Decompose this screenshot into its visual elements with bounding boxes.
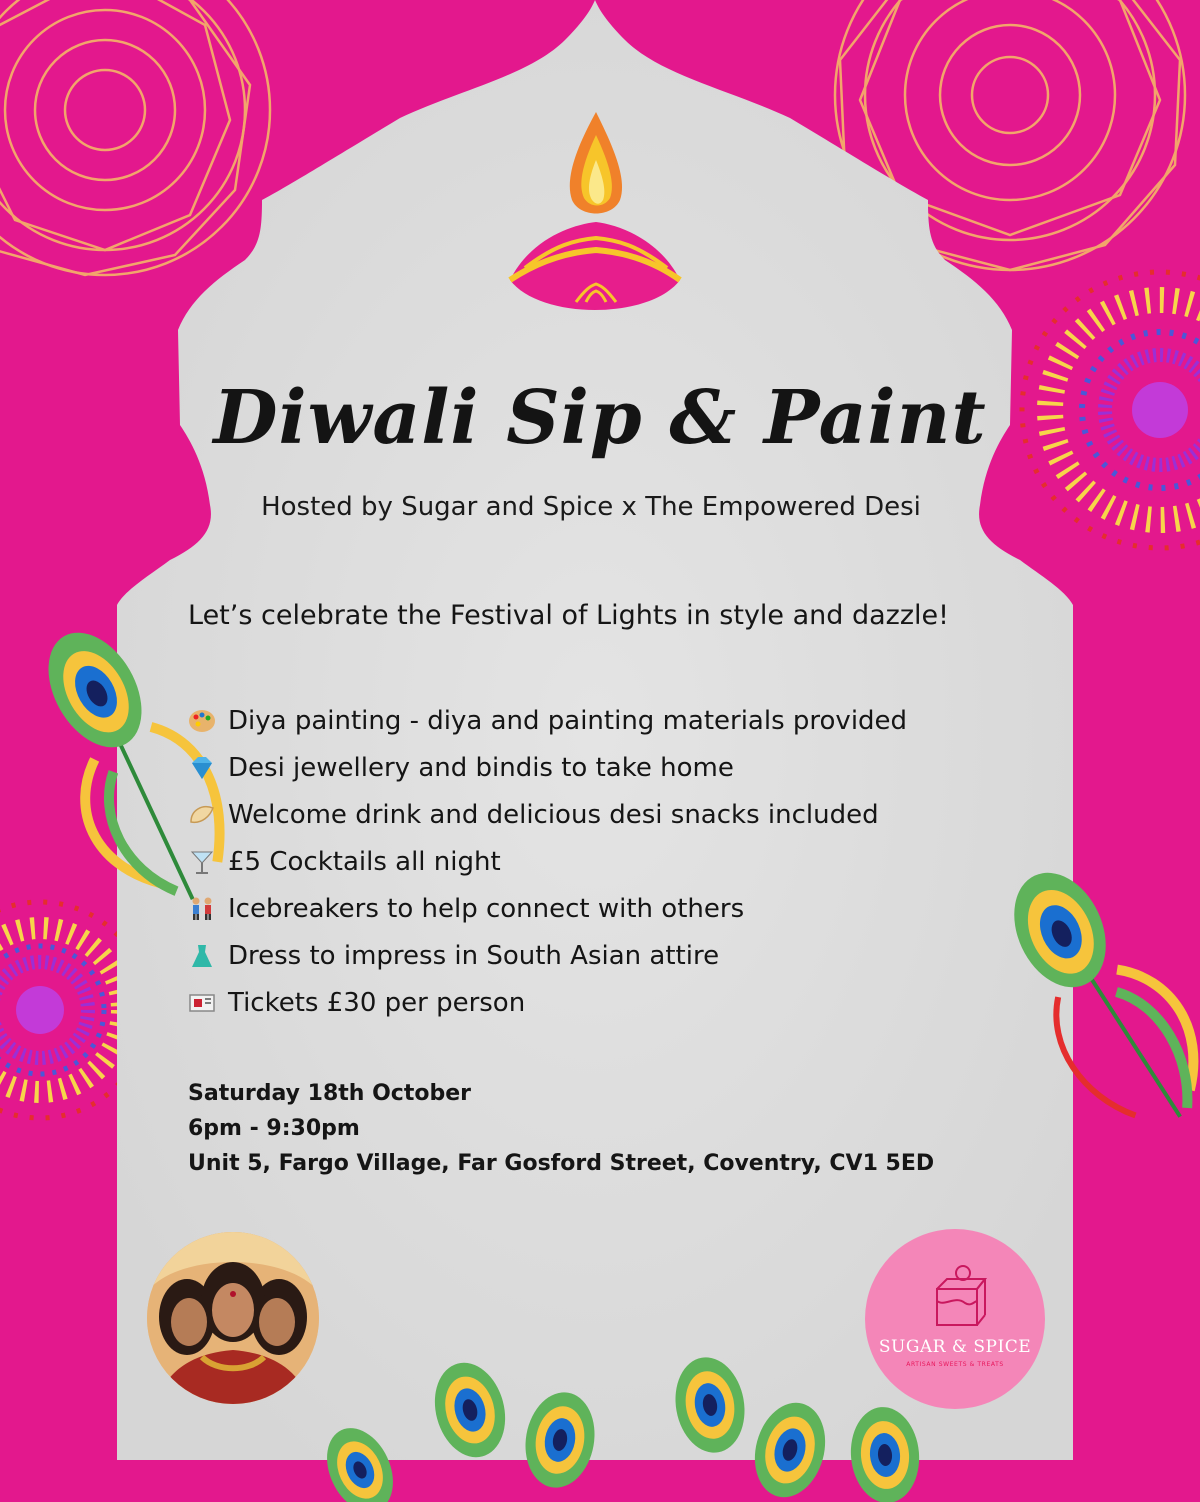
mandala-top-left-icon xyxy=(0,0,270,275)
feature-text: Desi jewellery and bindis to take home xyxy=(228,752,734,783)
event-date: Saturday 18th October xyxy=(188,1081,471,1106)
feature-text: Welcome drink and delicious desi snacks included xyxy=(228,799,879,830)
empowered-desi-logo xyxy=(147,1232,319,1404)
feature-item xyxy=(188,885,907,932)
feature-list xyxy=(188,697,907,1026)
brand-tagline: ARTISAN SWEETS & TREATS xyxy=(906,1361,1004,1368)
event-subtitle: Hosted by Sugar and Spice x The Empowered Desi xyxy=(261,492,921,522)
feature-item xyxy=(188,838,907,885)
feature-item xyxy=(188,791,907,838)
event-intro: Let’s celebrate the Festival of Lights in style and dazzle! xyxy=(188,600,949,631)
cocktail-icon xyxy=(188,849,218,875)
event-details xyxy=(188,1076,934,1181)
event-title: Diwali Sip & Paint xyxy=(213,375,987,461)
feature-text: Tickets £30 per person xyxy=(228,987,526,1018)
feature-text: £5 Cocktails all night xyxy=(228,846,501,877)
feature-item xyxy=(188,697,907,744)
people-holding-hands-icon xyxy=(188,896,218,922)
feature-text: Diya painting - diya and painting materials provided xyxy=(228,705,908,736)
event-venue: Unit 5, Fargo Village, Far Gosford Street, Coventry, CV1 5ED xyxy=(188,1151,935,1176)
dress-icon xyxy=(188,943,218,969)
feature-item xyxy=(188,979,907,1026)
brand-name: SUGAR & SPICE xyxy=(878,1337,1032,1357)
sugar-and-spice-logo xyxy=(865,1229,1045,1409)
ticket-icon xyxy=(188,990,218,1016)
feature-text: Dress to impress in South Asian attire xyxy=(228,940,720,971)
dumpling-icon xyxy=(188,802,218,828)
event-time: 6pm - 9:30pm xyxy=(188,1116,360,1141)
palette-icon xyxy=(188,708,218,734)
cake-icon xyxy=(937,1266,985,1325)
gem-icon xyxy=(188,755,218,781)
feature-item xyxy=(188,932,907,979)
feature-item xyxy=(188,744,907,791)
feature-text: Icebreakers to help connect with others xyxy=(228,893,745,924)
